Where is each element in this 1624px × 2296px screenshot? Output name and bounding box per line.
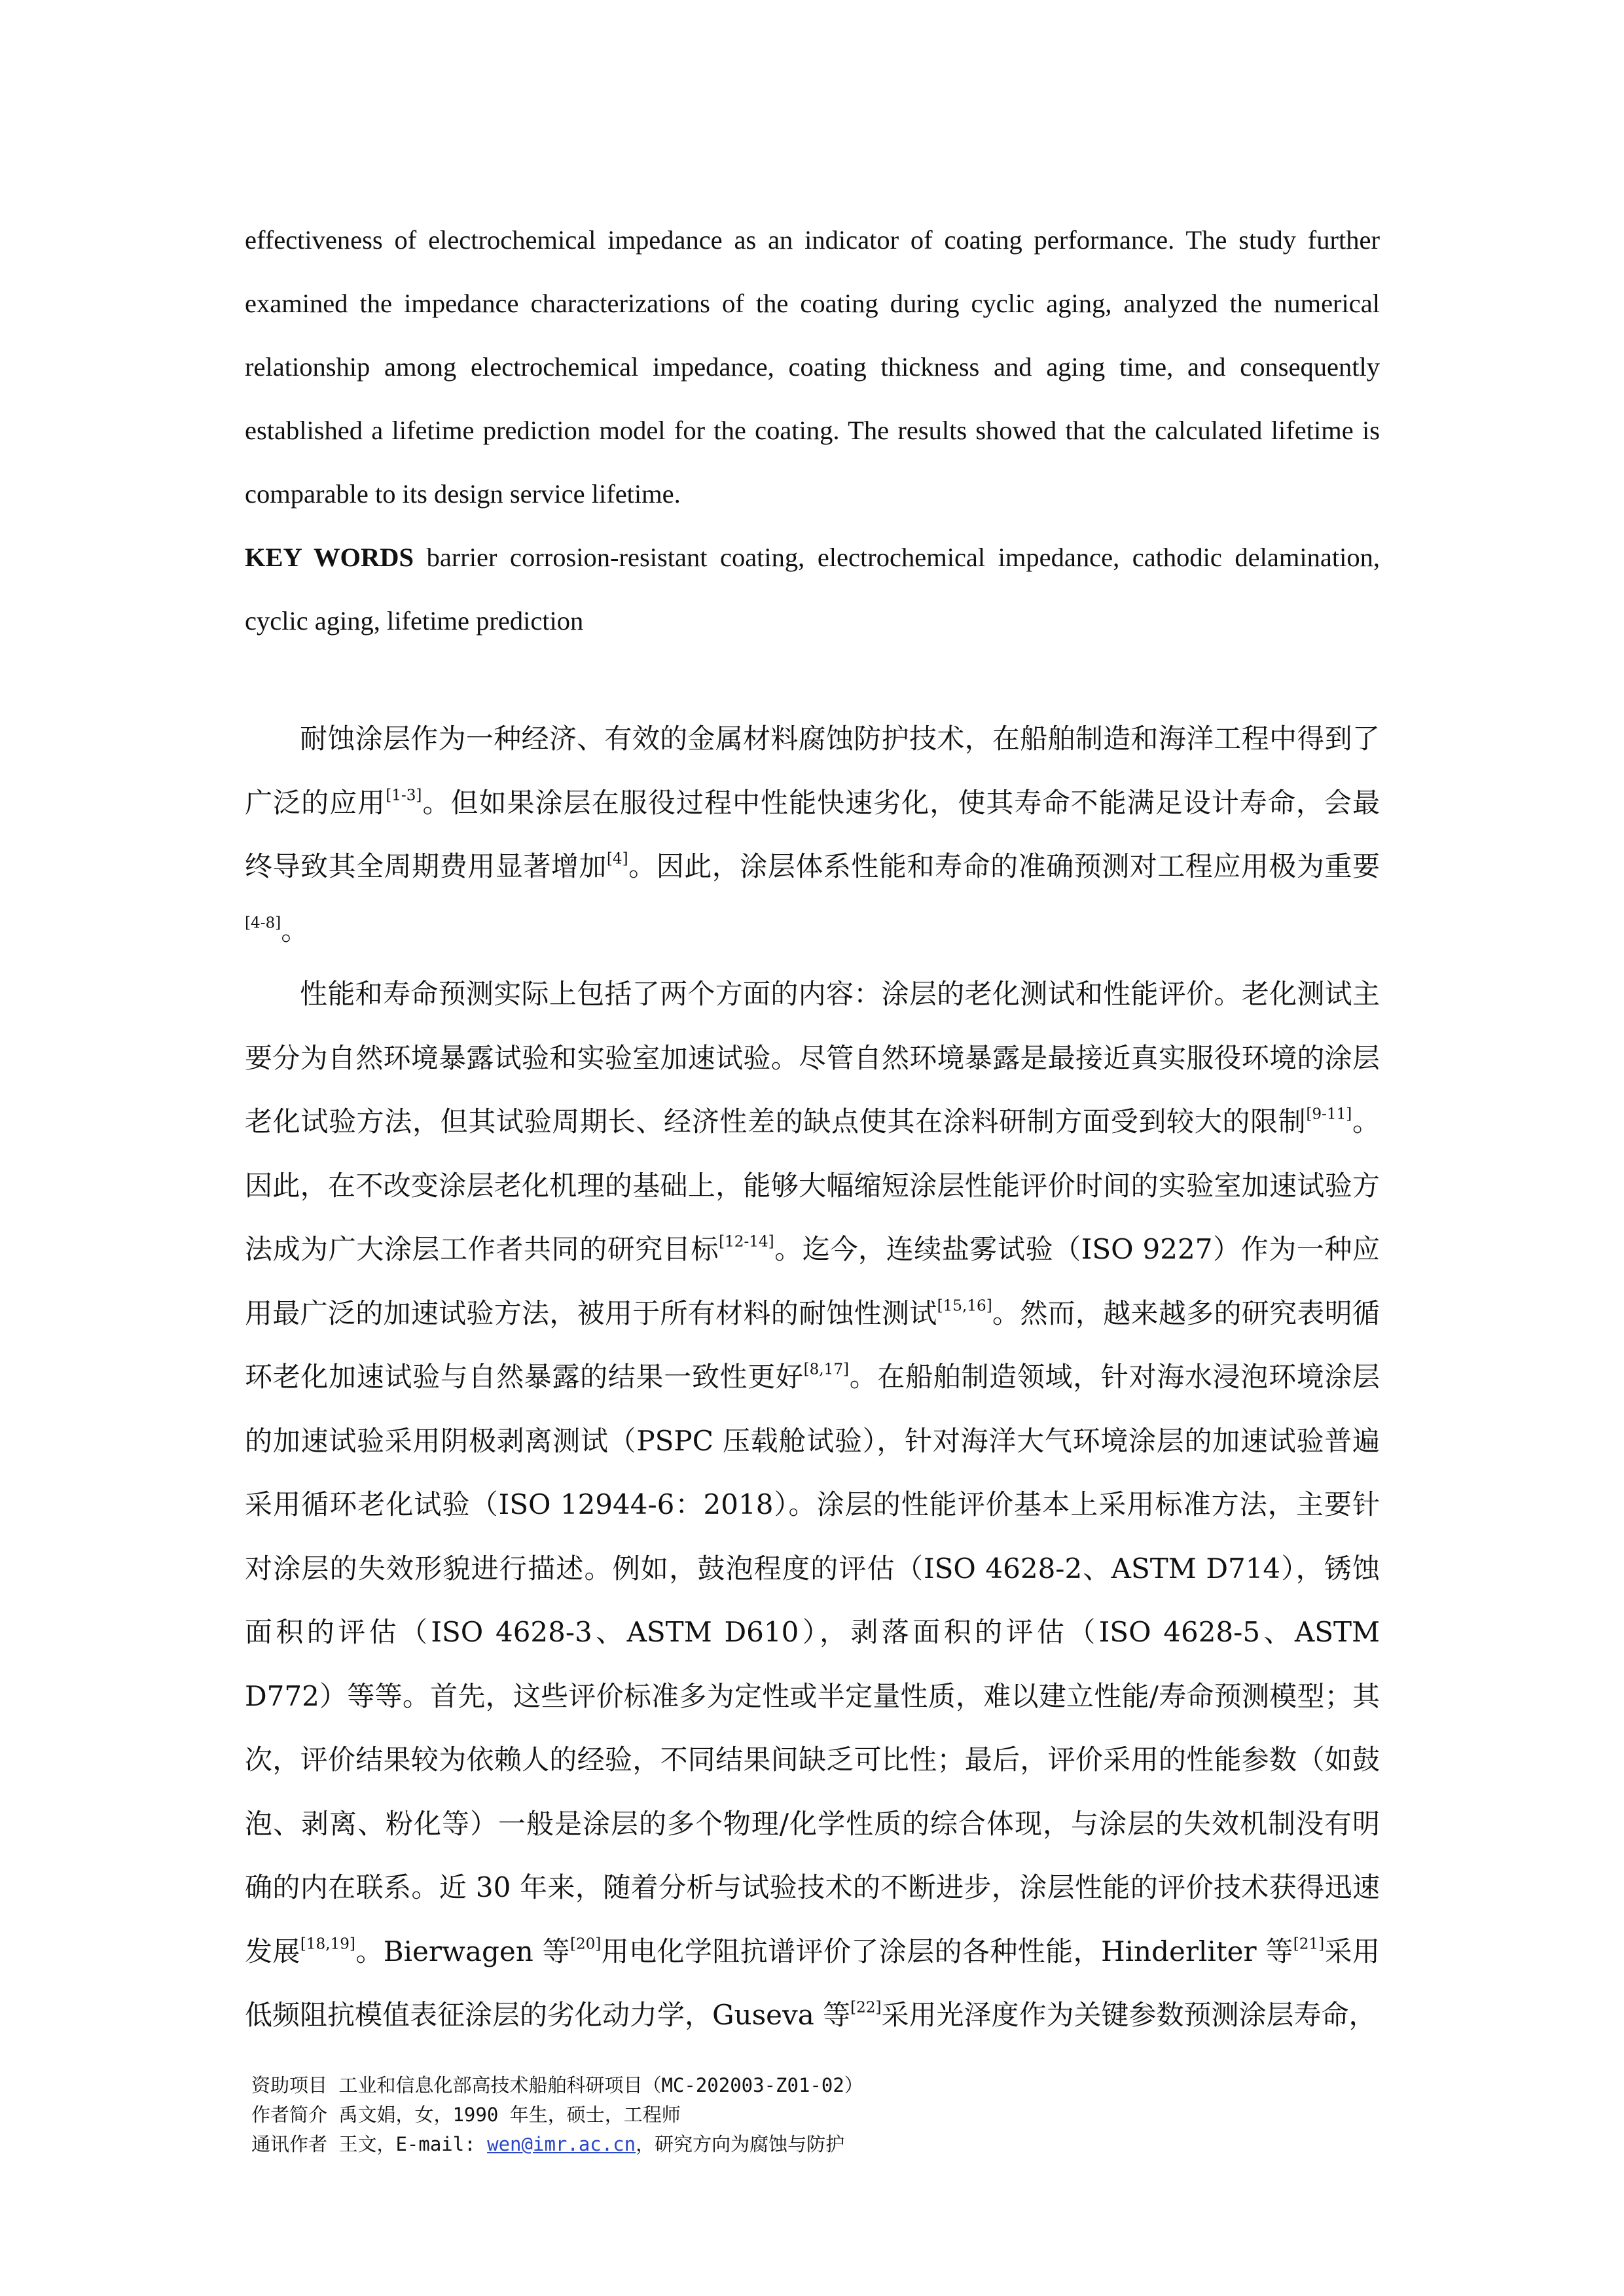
text-run: 。 bbox=[281, 914, 309, 946]
citation: [9-11] bbox=[1306, 1105, 1352, 1123]
text-run: 。Bierwagen 等 bbox=[355, 1935, 570, 1967]
text-run: 。迄今，连续盐雾试验（ISO 9227）作为一种应用最广泛的加速试验方法，被用于所有材料的耐蚀性测试 bbox=[245, 1233, 1380, 1329]
citation: [21] bbox=[1293, 1935, 1325, 1953]
text-run: 。因此，涂层体系性能和寿命的准确预测对工程应用极为重要 bbox=[628, 850, 1380, 882]
text-run: 。然而，越来越多的研究表明循环老化加速试验与自然暴露的结果一致性更好 bbox=[245, 1297, 1380, 1393]
text-run: 采用光泽度作为关键参数预测涂层寿命， bbox=[881, 1999, 1377, 2031]
text-run: 用电化学阻抗谱评价了涂层的各种性能，Hinderliter 等 bbox=[601, 1935, 1293, 1967]
contact-suffix: ，研究方向为腐蚀与防护 bbox=[636, 2133, 845, 2155]
body-text bbox=[245, 707, 1380, 2047]
author-note: 作者简介 禹文娟，女，1990 年生，硕士，工程师 bbox=[251, 2104, 681, 2126]
footnotes bbox=[251, 2071, 1364, 2159]
english-abstract bbox=[245, 208, 1380, 653]
citation: [4-8] bbox=[245, 914, 281, 932]
paragraph-1 bbox=[245, 707, 1380, 962]
citation: [12-14] bbox=[719, 1233, 774, 1251]
text-run: 采用低频阻抗模值表征涂层的劣化动力学，Guseva 等 bbox=[245, 1935, 1380, 2031]
keywords-label: KEY WORDS bbox=[245, 543, 414, 572]
funding-note: 资助项目 工业和信息化部高技术船舶科研项目（MC-202003-Z01-02） bbox=[251, 2074, 863, 2096]
citation: [22] bbox=[850, 1999, 882, 2017]
contact-prefix: 通讯作者 王文，E-mail: bbox=[251, 2133, 488, 2155]
citation: [4] bbox=[606, 850, 628, 868]
keywords bbox=[245, 526, 1380, 653]
citation: [18,19] bbox=[300, 1935, 355, 1953]
abstract-continuation: effectiveness of electrochemical impedance as an indicator of coating performance. The study further examined the impedance characterizations of the coating during cyclic aging, analyzed the numerical relationship among electrochemical impedance, coating thickness and aging time, and consequently established a lifetime prediction model for the coating. The results showed that the calculated lifetime is comparable to its design service lifetime. bbox=[245, 225, 1380, 509]
keywords-text: barrier corrosion-resistant coating, electrochemical impedance, cathodic delamination, cyclic aging, lifetime prediction bbox=[245, 543, 1380, 636]
email-link[interactable]: wen@imr.ac.cn bbox=[487, 2133, 636, 2155]
paragraph-2 bbox=[245, 962, 1380, 2047]
text-run: 。在船舶制造领域，针对海水浸泡环境涂层的加速试验采用阴极剥离测试（PSPC 压载舱试验），针对海洋大气环境涂层的加速试验普遍采用循环老化试验（ISO 12944-6：2018）。涂层的性能评价基本上采用标准方法，主要针对涂层的失效形貌进行描述。例如，鼓泡程度的评估（ISO 4628-2、ASTM D714），锈蚀面积的评估（ISO 4628-3、ASTM D610），剥落面积的评估（ISO 4628-5、ASTM D772）等等。首先，这些评价标准多为定性或半定量性质，难以建立性能/寿命预测模型；其次，评价结果较为依赖人的经验，不同结果间缺乏可比性；最后，评价采用的性能参数（如鼓泡、剥离、粉化等）一般是涂层的多个物理/化学性质的综合体现，与涂层的失效机制没有明确的内在联系。近 30 年来，随着分析与试验技术的不断进步，涂层性能的评价技术获得迅速发展 bbox=[245, 1361, 1380, 1967]
text-run: 。但如果涂层在服役过程中性能快速劣化，使其寿命不能满足设计寿命，会最终导致其全周期费用显著增加 bbox=[245, 786, 1380, 882]
text-run: 。因此，在不改变涂层老化机理的基础上，能够大幅缩短涂层性能评价时间的实验室加速试验方法成为广大涂层工作者共同的研究目标 bbox=[245, 1105, 1380, 1265]
citation: [8,17] bbox=[803, 1361, 850, 1378]
citation: [15,16] bbox=[937, 1297, 992, 1315]
citation: [20] bbox=[569, 1935, 602, 1953]
contact-note bbox=[251, 2130, 1364, 2159]
text-run: 耐蚀涂层作为一种经济、有效的金属材料腐蚀防护技术，在船舶制造和海洋工程中得到了广泛的应用 bbox=[245, 723, 1380, 819]
citation: [1-3] bbox=[386, 787, 422, 804]
text-run: 性能和寿命预测实际上包括了两个方面的内容：涂层的老化测试和性能评价。老化测试主要分为自然环境暴露试验和实验室加速试验。尽管自然环境暴露是最接近真实服役环境的涂层老化试验方法，但其试验周期长、经济性差的缺点使其在涂料研制方面受到较大的限制 bbox=[245, 978, 1380, 1138]
